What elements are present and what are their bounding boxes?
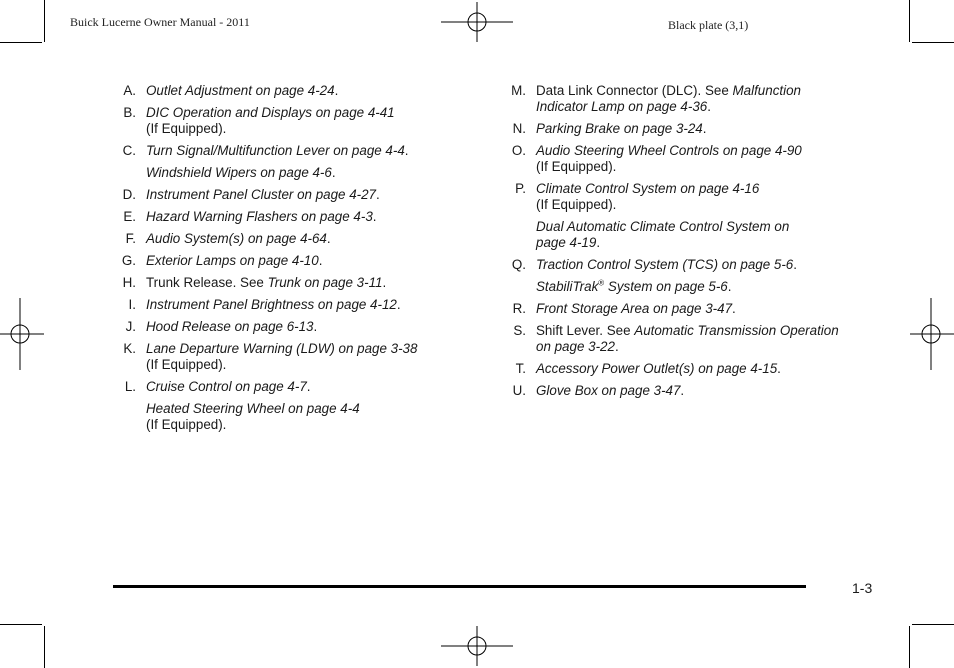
legend-entry [500, 219, 900, 251]
description-line [536, 235, 900, 251]
crop-mark [0, 42, 42, 43]
legend-letter: U. [512, 383, 526, 398]
description-line [536, 279, 900, 295]
legend-entry [110, 253, 470, 269]
description-line [146, 105, 470, 121]
page-reference-text: Traction Control System (TCS) on page 5-6 [536, 257, 794, 272]
page-reference-text: page 4-19 [536, 235, 597, 250]
page-reference-text: Front Storage Area on page 3-47 [536, 301, 733, 316]
legend-description [146, 231, 470, 247]
legend-letter: C. [122, 143, 136, 158]
legend-description [536, 219, 900, 251]
legend-entry [500, 121, 900, 137]
entry-text: . [596, 235, 601, 250]
entry-text: . [396, 297, 401, 312]
entry-text: . [326, 231, 331, 246]
header-plate-label: Black plate (3,1) [668, 18, 749, 32]
legend-description [146, 105, 470, 137]
page-reference-text: Climate Control System on page 4-16 [536, 181, 760, 196]
page-reference-text: Indicator Lamp on page 4-36 [536, 99, 708, 114]
description-line [146, 165, 470, 181]
page-reference-text: Automatic Transmission Operation [634, 323, 839, 338]
legend-description [146, 341, 470, 373]
page-reference-text: Instrument Panel Cluster on page 4-27 [146, 187, 377, 202]
legend-description [146, 83, 470, 99]
description-line [146, 83, 470, 99]
legend-letter: M. [511, 83, 526, 98]
entry-text: . [707, 99, 711, 114]
legend-description [536, 279, 900, 295]
registration-mark-icon [0, 298, 44, 370]
description-line [146, 209, 470, 225]
entry-text: Shift Lever. See [536, 323, 635, 338]
legend-entry [500, 383, 900, 399]
legend-description [146, 253, 470, 269]
legend-entry [110, 165, 470, 181]
page-reference-text: Hood Release on page 6-13 [146, 319, 314, 334]
registration-mark-icon [441, 2, 513, 42]
page-reference-text: Trunk on page 3-11 [267, 275, 383, 290]
legend-letter: J. [125, 319, 136, 334]
legend-entry [110, 319, 470, 335]
entry-text: ® [598, 278, 605, 288]
legend-letter: D. [122, 187, 136, 202]
legend-letter: P. [515, 181, 526, 196]
legend-entry [110, 341, 470, 373]
description-line [536, 361, 900, 377]
page-reference-text: Glove Box on page 3-47 [536, 383, 681, 398]
crop-mark [912, 624, 954, 625]
description-line [536, 181, 900, 197]
page-reference-text: StabiliTrak [536, 279, 599, 294]
legend-letter: N. [512, 121, 526, 136]
page-reference-text: Lane Departure Warning (LDW) on page 3-38 [146, 341, 418, 356]
description-line [536, 83, 900, 99]
entry-text: . [376, 187, 380, 202]
description-line [536, 143, 900, 159]
page-reference-text: System on page 5-6 [604, 279, 728, 294]
page-reference-text: Cruise Control on page 4-7 [146, 379, 307, 394]
description-line [146, 275, 470, 291]
legend-entry [110, 187, 470, 203]
description-line [146, 231, 470, 247]
page-reference-text: Exterior Lamps on page 4-10 [146, 253, 319, 268]
entry-text: Data Link Connector (DLC). See [536, 83, 733, 98]
legend-description [536, 323, 900, 355]
legend-entry [110, 231, 470, 247]
legend-entry [110, 83, 470, 99]
legend-letter: B. [123, 105, 136, 120]
entry-text: . [404, 143, 409, 158]
description-line [146, 187, 470, 203]
legend-letter [110, 401, 146, 433]
legend-letter: R. [512, 301, 526, 316]
page-reference-text: Heated Steering Wheel on page 4-4 [146, 401, 360, 416]
description-line [146, 319, 470, 335]
legend-description [536, 301, 900, 317]
description-line [536, 257, 900, 273]
header-document-title: Buick Lucerne Owner Manual - 2011 [70, 15, 250, 29]
description-note: (If Equipped). [536, 197, 617, 212]
page-reference-text: Malfunction [732, 83, 801, 98]
crop-mark [909, 0, 910, 42]
entry-text: . [334, 83, 339, 98]
legend-description [536, 143, 900, 175]
entry-text: Trunk Release. See [146, 275, 268, 290]
page-reference-text: Outlet Adjustment on page 4-24 [146, 83, 335, 98]
page-reference-text: Audio System(s) on page 4-64 [146, 231, 327, 246]
legend-entry [110, 275, 470, 291]
crop-mark [0, 624, 42, 625]
crop-mark [912, 42, 954, 43]
legend-entry [110, 297, 470, 313]
description-note: (If Equipped). [146, 417, 227, 432]
page-reference-text: DIC Operation and Displays on page 4-41 [146, 105, 395, 120]
description-line [146, 253, 470, 269]
page-reference-text: Audio Steering Wheel Controls on page 4-90 [536, 143, 802, 158]
description-line [146, 401, 470, 417]
page-reference-text: Turn Signal/Multifunction Lever on page 4-4 [146, 143, 405, 158]
legend-description [536, 383, 900, 399]
entry-text: . [306, 379, 311, 394]
page-reference-text: Parking Brake on page 3-24 [536, 121, 703, 136]
legend-description [146, 165, 470, 181]
description-note: (If Equipped). [146, 357, 227, 372]
description-line [536, 219, 900, 235]
legend-letter: T. [515, 361, 526, 376]
legend-entry [500, 279, 900, 295]
legend-entry [500, 181, 900, 213]
entry-text: . [372, 209, 377, 224]
entry-text: . [702, 121, 707, 136]
legend-entry [110, 143, 470, 159]
description-line [146, 379, 470, 395]
legend-description [536, 181, 900, 213]
description-line [146, 297, 470, 313]
legend-letter: H. [122, 275, 136, 290]
legend-letter: A. [123, 83, 136, 98]
entry-text: . [777, 361, 781, 376]
legend-description [146, 297, 470, 313]
legend-entry [110, 401, 470, 433]
legend-entry [500, 323, 900, 355]
page-reference-text: Accessory Power Outlet(s) on page 4-15 [536, 361, 778, 376]
legend-description [146, 209, 470, 225]
crop-mark [44, 626, 45, 668]
entry-text: . [793, 257, 797, 272]
legend-letter: F. [125, 231, 136, 246]
entry-text: . [382, 275, 387, 290]
legend-entry [110, 379, 470, 395]
description-note: (If Equipped). [146, 121, 227, 136]
page-number: 1-3 [852, 580, 873, 596]
legend-letter: I. [128, 297, 136, 312]
description-note: (If Equipped). [536, 159, 617, 174]
page-reference-text: Windshield Wipers on page 4-6 [146, 165, 332, 180]
entry-text: . [680, 383, 685, 398]
right-legend-column [500, 83, 900, 405]
legend-description [146, 275, 470, 291]
entry-text: . [313, 319, 318, 334]
legend-description [536, 83, 900, 115]
legend-entry [500, 257, 900, 273]
legend-description [536, 121, 900, 137]
page-reference-text: on page 3-22 [536, 339, 615, 354]
legend-description [146, 187, 470, 203]
legend-letter: G. [121, 253, 136, 268]
legend-letter: K. [123, 341, 136, 356]
registration-mark-icon [441, 626, 513, 666]
legend-letter [110, 165, 146, 181]
legend-entry [500, 143, 900, 175]
footer-rule [113, 585, 806, 588]
legend-description [536, 257, 900, 273]
legend-letter [500, 219, 536, 251]
description-line [536, 121, 900, 137]
entry-text: . [732, 301, 736, 316]
description-line [536, 301, 900, 317]
page-reference-text: Instrument Panel Brightness on page 4-12 [146, 297, 397, 312]
left-legend-column [110, 83, 470, 439]
legend-entry [500, 361, 900, 377]
entry-text: . [614, 339, 619, 354]
description-line [536, 323, 900, 339]
description-line [536, 383, 900, 399]
legend-letter [500, 279, 536, 295]
legend-entry [500, 301, 900, 317]
entry-text: . [331, 165, 336, 180]
description-line [146, 143, 470, 159]
entry-text: . [318, 253, 323, 268]
legend-letter: O. [511, 143, 526, 158]
page-reference-text: Hazard Warning Flashers on page 4-3 [146, 209, 373, 224]
description-line [146, 341, 470, 357]
entry-text: . [727, 279, 732, 294]
legend-letter: E. [123, 209, 136, 224]
legend-entry [110, 209, 470, 225]
legend-letter: L. [124, 379, 136, 394]
legend-description [146, 401, 470, 433]
registration-mark-icon [910, 298, 954, 370]
legend-letter: Q. [511, 257, 526, 272]
legend-letter: S. [513, 323, 526, 338]
legend-description [536, 361, 900, 377]
page-reference-text: Dual Automatic Climate Control System on [536, 219, 790, 234]
legend-description [146, 379, 470, 395]
legend-entry [110, 105, 470, 137]
legend-description [146, 319, 470, 335]
description-line [536, 339, 900, 355]
crop-mark [44, 0, 45, 42]
crop-mark [909, 626, 910, 668]
description-line [536, 99, 900, 115]
legend-description [146, 143, 470, 159]
legend-entry [500, 83, 900, 115]
